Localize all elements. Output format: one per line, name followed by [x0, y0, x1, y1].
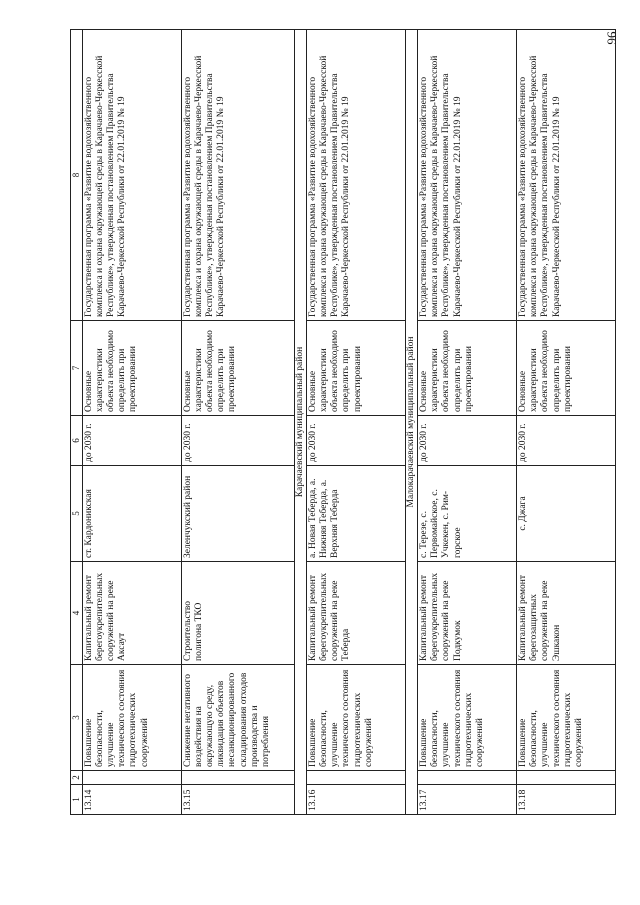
- location-cell: с. Терезе, с. Первомайское, с. Учкекен, с. Рим-горское: [418, 466, 517, 562]
- row-number-cell: 13.15: [181, 785, 294, 815]
- location-cell: ст. Кардоникская: [82, 466, 181, 562]
- row-number-cell: 13.16: [306, 785, 405, 815]
- characteristics-cell: Основные характеристики объекта необходимо определить при проектировании: [418, 321, 517, 416]
- term-cell: до 2030 г.: [418, 416, 517, 466]
- characteristics-cell: Основные характеристики объекта необходимо определить при проектировании: [82, 321, 181, 416]
- term-cell: до 2030 г.: [306, 416, 405, 466]
- measure-cell: Капитальный ремонт берегоукрепительных сооружений на реке Теберда: [306, 562, 405, 665]
- characteristics-cell: Основные характеристики объекта необходимо определить при проектировании: [181, 321, 294, 416]
- measures-table: [70, 29, 616, 815]
- goal-cell: Повышение безопасности, улучшение технического состояния гидротехнических сооружений: [82, 665, 181, 771]
- measure-cell: Капитальный ремонт берегоукрепительных сооружений на реке Аксаут: [82, 562, 181, 665]
- header-cell: 8: [71, 30, 83, 321]
- table-row: [82, 30, 181, 815]
- column-2-cell: [306, 771, 405, 785]
- header-cell: 2: [71, 771, 83, 785]
- table-row: [418, 30, 517, 815]
- row-number-cell: 13.18: [517, 785, 616, 815]
- row-number-cell: 13.17: [418, 785, 517, 815]
- goal-cell: Повышение безопасности, улучшение технического состояния гидротехнических сооружений: [517, 665, 616, 771]
- location-cell: а. Новая Теберда, а. Нижняя Теберда, а. Верхняя Теберда: [306, 466, 405, 562]
- measure-cell: Капитальный ремонт берегозащитных сооружений на реке Эшкакон: [517, 562, 616, 665]
- location-cell: Зеленчукский район: [181, 466, 294, 562]
- program-cell: Государственная программа «Развитие водохозяйственного комплекса и охрана окружающей среды в Карачаево-Черкесской Республике», утвержденная постановлением Правительства Карачаево-Черкесской Республики от 22.01.2019 № 19: [517, 30, 616, 321]
- column-2-cell: [181, 771, 294, 785]
- table-body: [71, 30, 616, 815]
- goal-cell: Снижение негативного воздействия на окружающую среду, ликвидация объектов несанкционированного складирования отходов производства и потребления: [181, 665, 294, 771]
- column-2-cell: [517, 771, 616, 785]
- page-number: 96: [604, 31, 620, 45]
- rotated-table-wrapper: [70, 30, 585, 815]
- table-row: [517, 30, 616, 815]
- program-cell: Государственная программа «Развитие водохозяйственного комплекса и охрана окружающей среды в Карачаево-Черкесской Республике», утвержденная постановлением Правительства Карачаево-Черкесской Республики от 22.01.2019 № 19: [306, 30, 405, 321]
- section-row: [294, 30, 306, 815]
- header-cell: 1: [71, 785, 83, 815]
- table-header-row: [71, 30, 83, 815]
- goal-cell: Повышение безопасности, улучшение технического состояния гидротехнических сооружений: [418, 665, 517, 771]
- measure-cell: Капитальный ремонт берегоукрепительных сооружений на реке Подкумок: [418, 562, 517, 665]
- characteristics-cell: Основные характеристики объекта необходимо определить при проектировании: [306, 321, 405, 416]
- section-title: Карачаевский муниципальный район: [294, 30, 306, 815]
- location-cell: с. Джага: [517, 466, 616, 562]
- measure-cell: Строительство полигона ТКО: [181, 562, 294, 665]
- header-cell: 5: [71, 466, 83, 562]
- program-cell: Государственная программа «Развитие водохозяйственного комплекса и охрана окружающей среды в Карачаево-Черкесской Республике», утвержденная постановлением Правительства Карачаево-Черкесской Республики от 22.01.2019 № 19: [82, 30, 181, 321]
- section-title: Малокарачаевский муниципальный район: [405, 30, 417, 815]
- header-cell: 4: [71, 562, 83, 665]
- term-cell: до 2030 г.: [517, 416, 616, 466]
- section-row: [405, 30, 417, 815]
- table-row: [306, 30, 405, 815]
- column-2-cell: [418, 771, 517, 785]
- term-cell: до 2030 г.: [82, 416, 181, 466]
- table-row: [181, 30, 294, 815]
- goal-cell: Повышение безопасности, улучшение технического состояния гидротехнических сооружений: [306, 665, 405, 771]
- characteristics-cell: Основные характеристики объекта необходимо определить при проектировании: [517, 321, 616, 416]
- header-cell: 3: [71, 665, 83, 771]
- row-number-cell: 13.14: [82, 785, 181, 815]
- header-cell: 7: [71, 321, 83, 416]
- header-cell: 6: [71, 416, 83, 466]
- term-cell: до 2030 г.: [181, 416, 294, 466]
- program-cell: Государственная программа «Развитие водохозяйственного комплекса и охрана окружающей среды в Карачаево-Черкесской Республике», утвержденная постановлением Правительства Карачаево-Черкесской Республики от 22.01.2019 № 19: [418, 30, 517, 321]
- column-2-cell: [82, 771, 181, 785]
- program-cell: Государственная программа «Развитие водохозяйственного комплекса и охрана окружающей среды в Карачаево-Черкесской Республике», утвержденная постановлением Правительства Карачаево-Черкесской Республики от 22.01.2019 № 19: [181, 30, 294, 321]
